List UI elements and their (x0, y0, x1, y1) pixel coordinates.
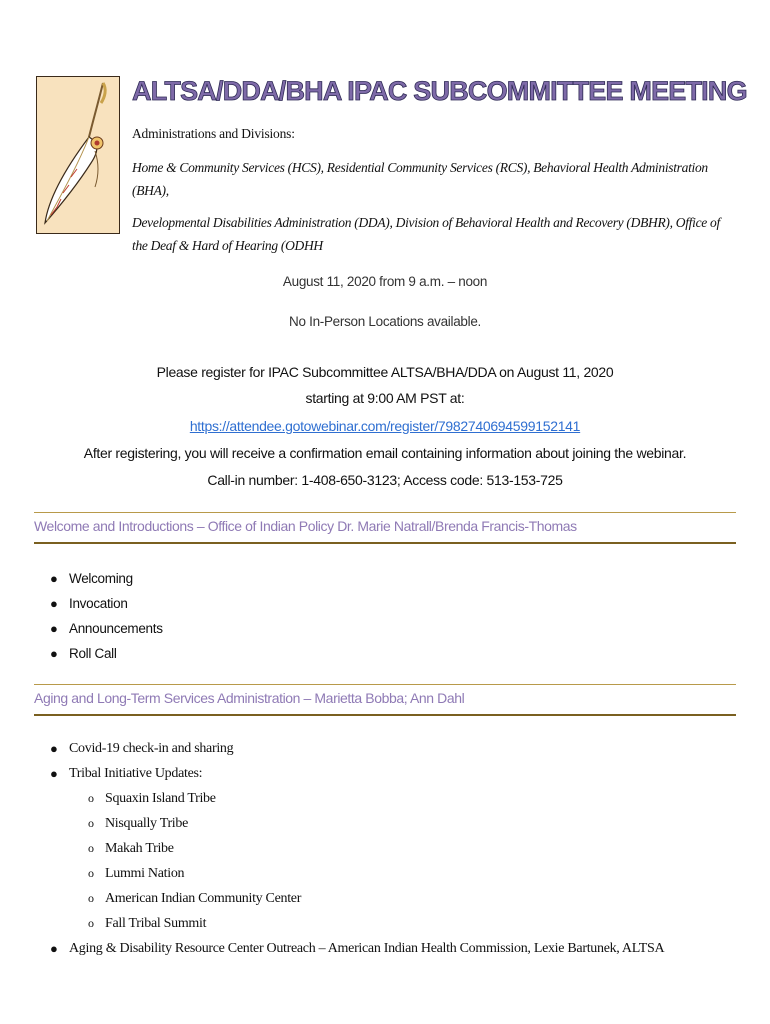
sub-bullet-icon: o (88, 866, 94, 880)
meeting-date: August 11, 2020 from 9 a.m. – noon (282, 274, 488, 289)
feather-icon (37, 77, 121, 235)
bullet-icon: ● (50, 766, 58, 781)
divisions-line: Developmental Disabilities Administration (DDA), Division of Behavioral Health and Recovery (DBHR), Office of the Deaf & Hard of Hearing (ODHH (132, 215, 720, 253)
section-header-aging (34, 684, 736, 716)
meeting-location: No In-Person Locations available. (289, 314, 481, 329)
list-item-text: Covid-19 check-in and sharing (69, 741, 234, 756)
sub-bullet-icon: o (88, 816, 94, 830)
sub-bullet-icon: o (88, 916, 94, 930)
sub-bullet-icon: o (88, 841, 94, 855)
list-item-text: American Indian Community Center (105, 891, 302, 906)
list-item-text: Nisqually Tribe (105, 816, 189, 831)
list-item-text: Makah Tribe (105, 841, 174, 856)
section-header-welcome (34, 512, 736, 544)
section-heading: Welcome and Introductions – Office of Indian Policy Dr. Marie Natrall/Brenda Francis-Thomas (34, 518, 577, 534)
page-title: ALTSA/DDA/BHA IPAC SUBCOMMITTEE MEETING (132, 76, 747, 106)
list-item-text: Announcements (69, 621, 163, 636)
bullet-icon: ● (50, 741, 58, 756)
sub-bullet-icon: o (88, 891, 94, 905)
register-start-time: starting at 9:00 AM PST at: (305, 390, 465, 406)
bullet-icon: ● (50, 646, 58, 661)
register-instruction: Please register for IPAC Subcommittee ALTSA/BHA/DDA on August 11, 2020 (156, 364, 614, 380)
register-link[interactable]: https://attendee.gotowebinar.com/register/7982740694599152141 (189, 418, 581, 434)
bullet-icon: ● (50, 621, 58, 636)
callin-info: Call-in number: 1-408-650-3123; Access code: 513-153-725 (207, 472, 563, 488)
divisions-line: Home & Community Services (HCS), Residential Community Services (RCS), Behavioral Health Administration (BHA), (132, 160, 708, 198)
list-item-text: Tribal Initiative Updates: (69, 766, 203, 781)
list-item-text: Welcoming (69, 571, 133, 586)
administrations-label: Administrations and Divisions: (132, 126, 295, 141)
list-item-text: Roll Call (69, 646, 117, 661)
list-item-text: Aging & Disability Resource Center Outreach – American Indian Health Commission, Lexie Bartunek, ALTSA (69, 941, 665, 956)
list-item-text: Squaxin Island Tribe (105, 791, 216, 806)
section-heading: Aging and Long-Term Services Administration – Marietta Bobba; Ann Dahl (34, 690, 465, 706)
list-item-text: Fall Tribal Summit (105, 916, 207, 931)
confirmation-note: After registering, you will receive a confirmation email containing information about joining the webinar. (83, 445, 687, 461)
bullet-icon: ● (50, 941, 58, 956)
divisions-list (132, 156, 732, 266)
list-item-text: Lummi Nation (105, 866, 185, 881)
bullet-icon: ● (50, 571, 58, 586)
bullet-icon: ● (50, 596, 58, 611)
list-item-text: Invocation (69, 596, 128, 611)
feather-logo (36, 76, 120, 234)
sub-bullet-icon: o (88, 791, 94, 805)
